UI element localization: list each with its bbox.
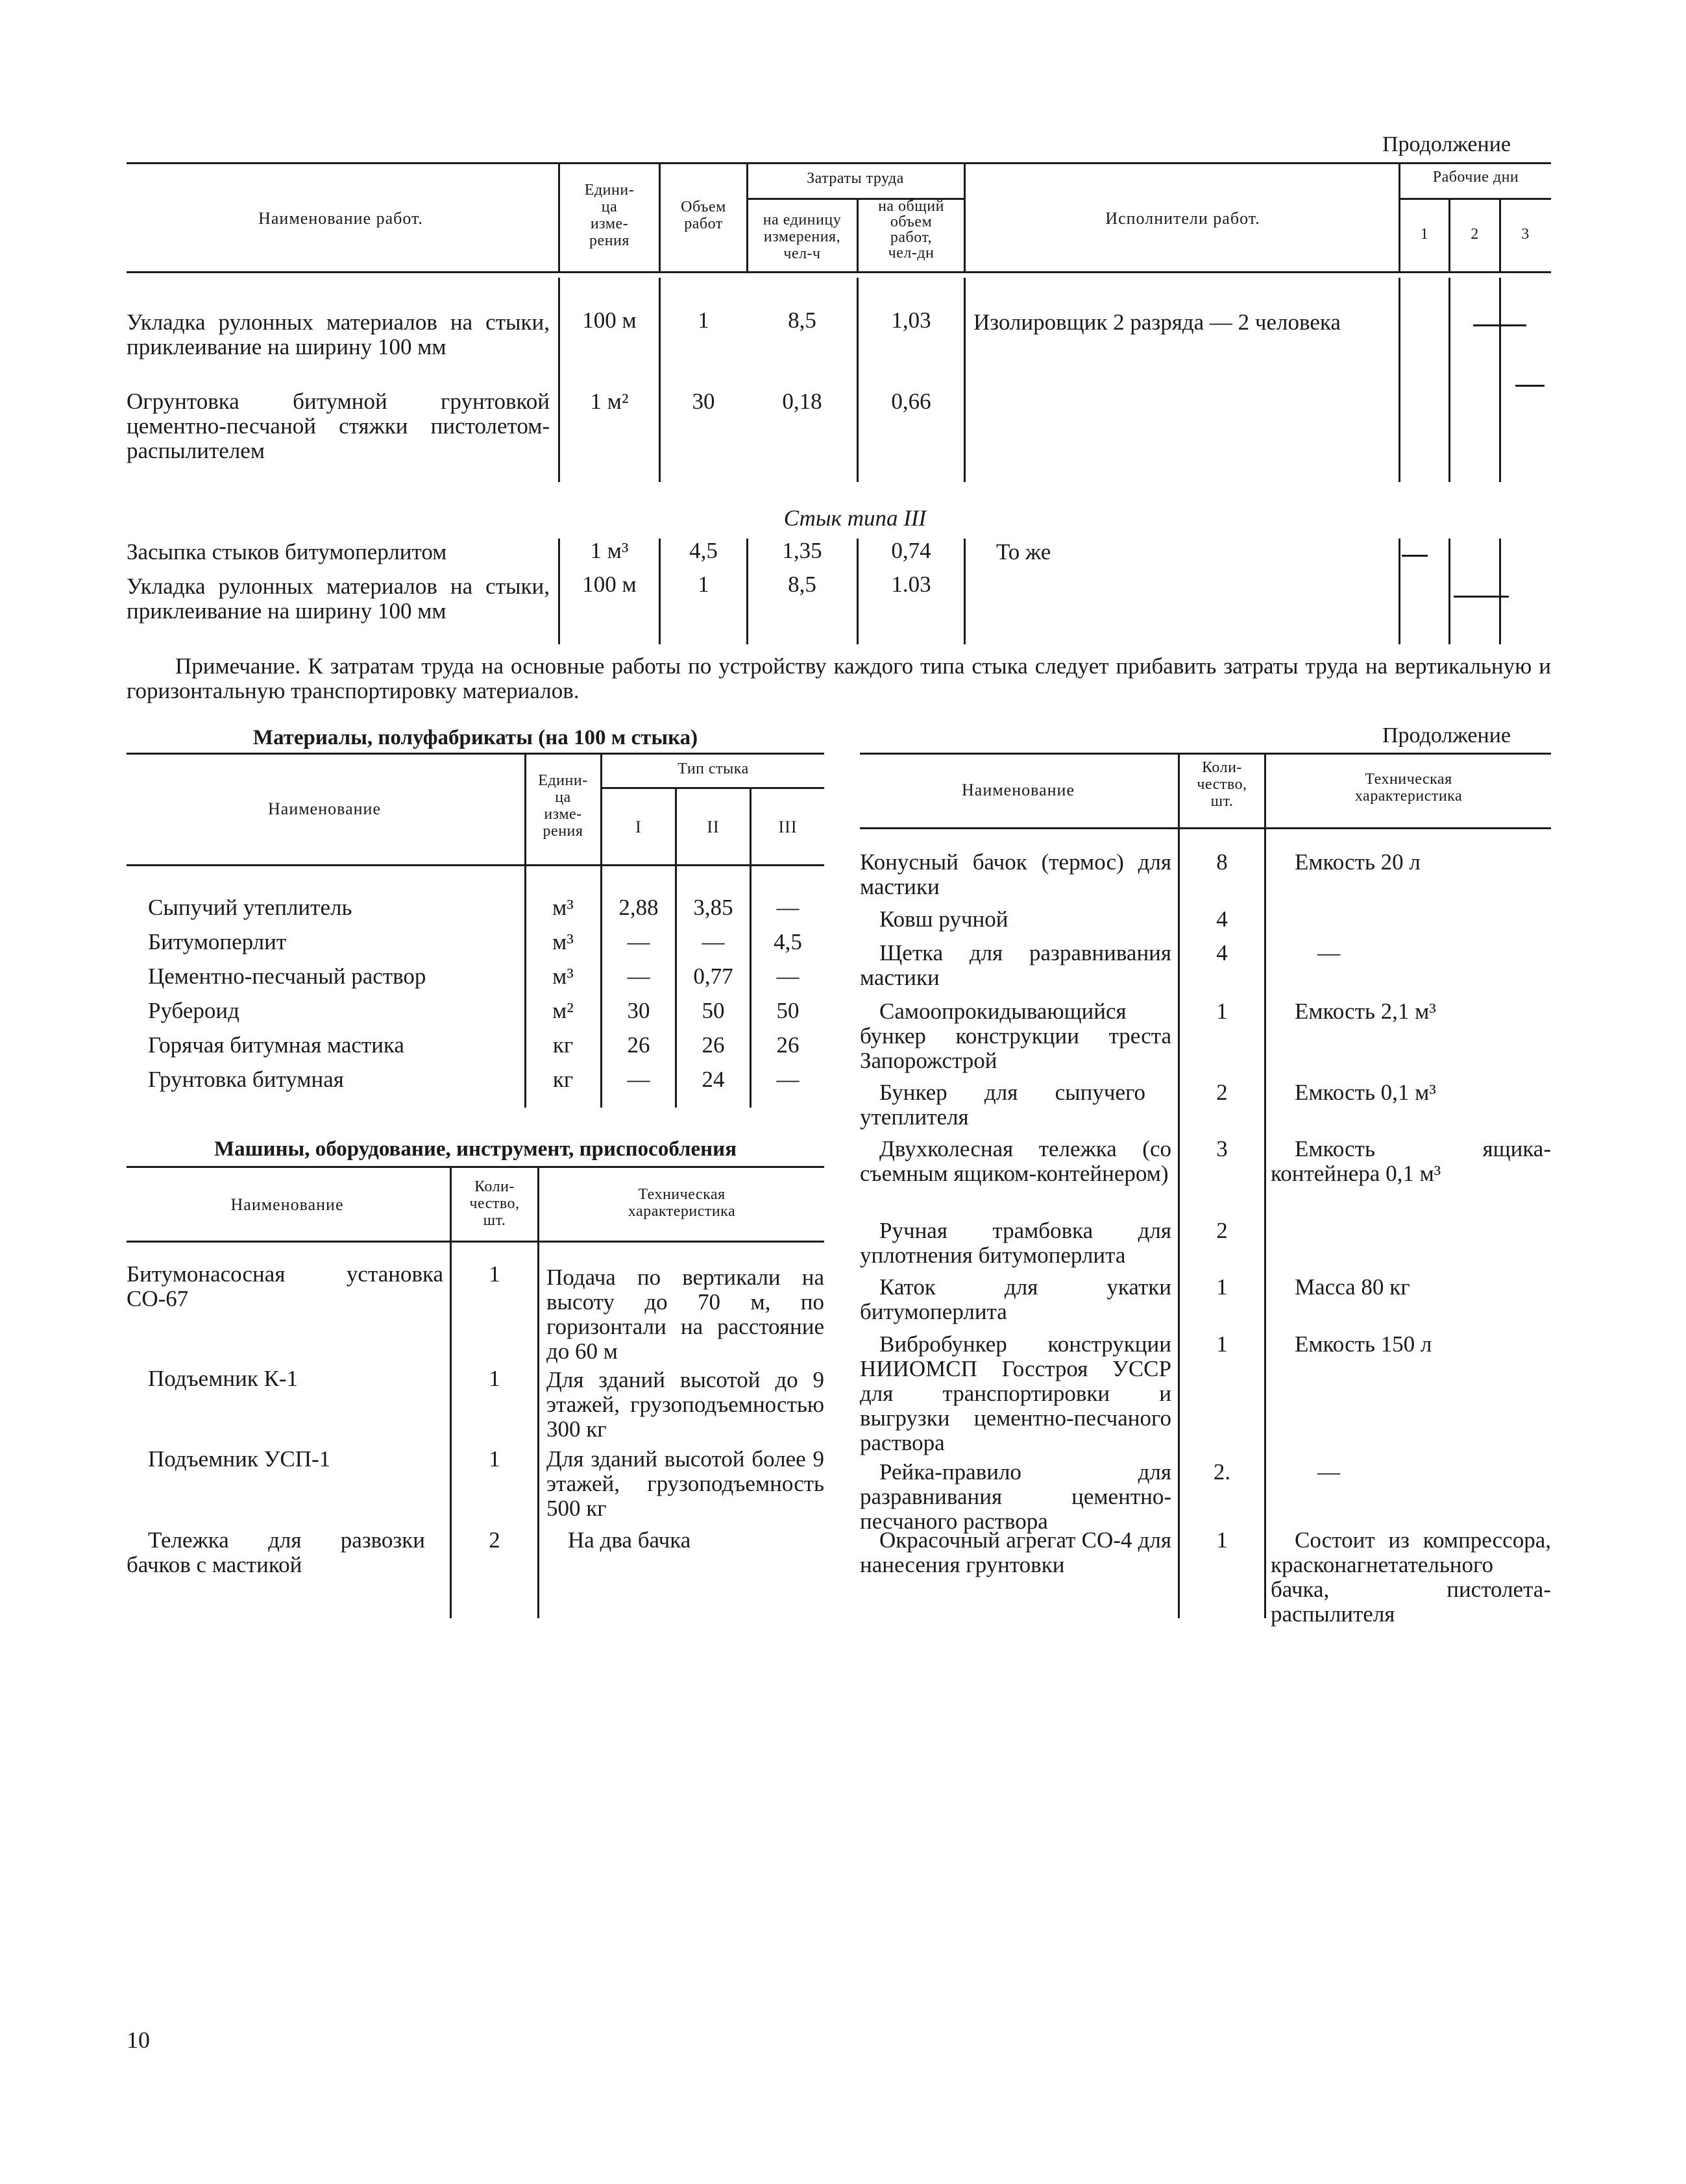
machine-spec: Для зданий высотой более 9 этажей, грузоподъемность 500 кг	[546, 1446, 824, 1521]
tool-name: Рейка-правило для разравнивания цементно-песчаного раствора	[860, 1459, 1171, 1534]
material-unit: кг	[552, 1067, 574, 1092]
materials-top-rule	[127, 753, 824, 755]
machine-name: Битумонасосная установка СО-67	[127, 1261, 443, 1311]
machines-header-qty: Коли- чество, шт.	[469, 1178, 520, 1229]
work-volume: 4,5	[689, 538, 718, 563]
main-body-divider	[558, 539, 560, 644]
right-table-header-bottom-rule	[860, 827, 1551, 829]
machine-qty: 1	[489, 1446, 500, 1472]
main-body-divider	[964, 539, 966, 644]
work-name: Укладка рулонных материалов на стыки, приклеивание на ширину 100 мм	[127, 309, 550, 359]
work-per-unit: 1,35	[782, 538, 822, 563]
workdays-header-divider	[1399, 198, 1551, 200]
material-unit: м³	[552, 895, 574, 920]
tool-qty: 4	[1216, 906, 1228, 932]
material-unit: кг	[552, 1032, 574, 1058]
tool-name: Каток для укатки битумоперлита	[860, 1274, 1171, 1324]
tool-qty: 3	[1216, 1136, 1228, 1161]
work-total: 1,03	[891, 308, 931, 333]
tool-spec: Емкость 2,1 м³	[1295, 999, 1436, 1024]
work-volume: 30	[692, 389, 715, 414]
main-body-divider	[558, 278, 560, 482]
continuation-label: Продолжение	[1382, 132, 1511, 156]
right-header-name: Наименование	[962, 781, 1075, 799]
tool-name: Самоопрокидывающийся бункер конструкции треста Запорожстрой	[860, 999, 1171, 1073]
header-volume: Объем работ	[681, 199, 726, 232]
tool-name: Ручная трамбовка для уплотнения битумоперлита	[860, 1218, 1171, 1268]
right-header-qty: Коли- чество, шт.	[1197, 759, 1247, 810]
right-col-divider	[1178, 754, 1180, 1618]
continuation-label: Продолжение	[1382, 723, 1511, 747]
work-per-unit: 8,5	[788, 572, 816, 597]
machines-col-divider	[537, 1167, 539, 1618]
material-type-2: 50	[702, 998, 725, 1023]
machine-qty: 1	[489, 1261, 500, 1287]
main-body-divider	[1499, 278, 1501, 482]
material-name: Горячая битумная мастика	[148, 1032, 404, 1058]
right-table-top-rule	[860, 753, 1551, 755]
machines-header-bottom-rule	[127, 1241, 824, 1243]
machines-title: Машины, оборудование, инструмент, приспособления	[214, 1137, 737, 1161]
materials-header-unit: Едини- ца изме- рения	[538, 772, 588, 840]
main-col-divider	[659, 164, 661, 273]
tool-spec: Емкость 150 л	[1295, 1331, 1432, 1357]
materials-header-type-1: I	[635, 818, 642, 836]
material-type-1: 26	[627, 1032, 650, 1058]
tool-qty: 2	[1216, 1080, 1228, 1105]
machine-spec: На два бачка	[568, 1527, 691, 1553]
machine-name: Тележка для развозки бачков с мастикой	[127, 1527, 425, 1577]
materials-header-type-3: III	[778, 818, 798, 836]
work-total: 1.03	[891, 572, 931, 597]
machine-qty: 2	[489, 1527, 500, 1553]
material-type-1: —	[627, 964, 650, 989]
materials-type-divider	[600, 787, 824, 789]
machines-header-spec: Техническая характеристика	[628, 1186, 736, 1220]
main-body-divider	[659, 539, 661, 644]
materials-header-type: Тип стыка	[678, 760, 749, 777]
tool-qty: 1	[1216, 1274, 1228, 1300]
material-type-3: —	[776, 895, 800, 920]
table-note: Примечание. К затратам труда на основные работы по устройству каждого типа стыка следует прибавить затраты труда на вертикальную и горизонтальную транспортировку материалов.	[127, 653, 1551, 703]
materials-title: Материалы, полуфабрикаты (на 100 м стыка)	[252, 726, 698, 749]
right-col-divider	[1264, 754, 1266, 1618]
main-table-top-rule	[127, 162, 1551, 164]
tool-qty: 2.	[1213, 1459, 1231, 1485]
header-day-3: 3	[1521, 226, 1530, 243]
material-type-2: 3,85	[693, 895, 733, 920]
work-volume: 1	[698, 572, 709, 597]
material-type-3: —	[776, 964, 800, 989]
work-unit: 1 м³	[590, 538, 629, 563]
workday-bar	[1515, 385, 1545, 387]
tool-name: Ковш ручной	[879, 906, 1008, 932]
workday-bar	[1402, 555, 1428, 557]
work-total: 0,66	[891, 389, 931, 414]
header-labor: Затраты труда	[807, 170, 904, 187]
material-name: Цементно-песчаный раствор	[148, 964, 426, 989]
main-body-divider	[1399, 278, 1400, 482]
work-total: 0,74	[891, 538, 931, 563]
tool-name: Вибробункер конструкции НИИОМСП Госстроя УССР для транспортировки и выгрузки цементно-песчаного раствора	[860, 1331, 1171, 1455]
main-body-divider	[964, 278, 966, 482]
work-executor: Изолировщик 2 разряда — 2 человека	[973, 309, 1341, 335]
machine-name: Подъемник К-1	[148, 1366, 299, 1391]
work-executor: То же	[996, 539, 1051, 564]
material-type-3: 50	[776, 998, 800, 1023]
materials-header-name: Наименование	[268, 799, 381, 818]
tool-spec: Состоит из компрессора, красконагнетательного бачка, пистолета-распылителя	[1271, 1527, 1551, 1627]
material-type-2: 0,77	[693, 964, 733, 989]
material-name: Сыпучий утеплитель	[148, 895, 352, 920]
main-body-divider	[1448, 539, 1450, 644]
machine-spec: Подача по вертикали на высоту до 70 м, по горизонтали на расстояние до 60 м	[546, 1265, 824, 1364]
material-unit: м³	[552, 929, 574, 954]
work-name: Огрунтовка битумной грунтовкой цементно-песчаной стяжки пистолетом-распылителем	[127, 389, 550, 463]
tool-qty: 4	[1216, 940, 1228, 965]
main-col-divider	[964, 164, 966, 273]
tool-spec: Емкость 20 л	[1295, 849, 1421, 875]
work-name: Укладка рулонных материалов на стыки, приклеивание на ширину 100 мм	[127, 574, 550, 624]
tool-spec: Емкость ящика-контейнера 0,1 м³	[1271, 1136, 1551, 1186]
header-workdays: Рабочие дни	[1432, 169, 1519, 186]
tool-spec: Масса 80 кг	[1295, 1274, 1410, 1300]
header-unit: Едини- ца изме- рения	[584, 182, 635, 249]
material-type-2: 24	[702, 1067, 725, 1092]
main-body-divider	[1499, 539, 1501, 644]
main-body-divider	[1448, 278, 1450, 482]
material-type-1: —	[627, 929, 650, 954]
tool-name: Щетка для разравнивания мастики	[860, 940, 1171, 990]
tool-qty: 2	[1216, 1218, 1228, 1243]
header-day-2: 2	[1471, 226, 1479, 243]
work-volume: 1	[698, 308, 709, 333]
material-type-2: 26	[702, 1032, 725, 1058]
materials-header-bottom-rule	[127, 864, 824, 866]
work-unit: 100 м	[582, 308, 637, 333]
machine-qty: 1	[489, 1366, 500, 1391]
material-type-1: 30	[627, 998, 650, 1023]
work-name: Засыпка стыков битумоперлитом	[127, 539, 447, 564]
tool-qty: 1	[1216, 1331, 1228, 1357]
header-day-1: 1	[1420, 226, 1429, 243]
machine-name: Подъемник УСП-1	[148, 1446, 331, 1472]
workday-bar	[1454, 596, 1509, 598]
right-header-spec: Техническая характеристика	[1354, 771, 1463, 805]
tool-name: Бункер для сыпучего утеплителя	[860, 1080, 1145, 1130]
page-number: 10	[127, 2027, 150, 2053]
main-body-divider	[659, 278, 661, 482]
work-per-unit: 8,5	[788, 308, 816, 333]
machines-top-rule	[127, 1166, 824, 1168]
material-unit: м³	[552, 964, 574, 989]
header-per-unit: на единицу измерения, чел-ч	[763, 212, 842, 262]
tool-qty: 1	[1216, 999, 1228, 1024]
tool-name: Конусный бачок (термос) для мастики	[860, 849, 1171, 899]
material-unit: м²	[552, 998, 574, 1023]
material-name: Рубероид	[148, 998, 239, 1023]
section-title: Стык типа III	[783, 505, 927, 531]
tool-spec: Емкость 0,1 м³	[1295, 1080, 1436, 1105]
main-table-header-bottom-rule	[127, 271, 1551, 273]
material-name: Грунтовка битумная	[148, 1067, 344, 1092]
material-name: Битумоперлит	[148, 929, 287, 954]
materials-header-type-2: II	[707, 818, 720, 836]
main-body-divider	[1399, 539, 1400, 644]
tool-name: Окрасочный агрегат СО-4 для нанесения грунтовки	[860, 1527, 1171, 1577]
main-col-divider	[558, 164, 560, 273]
workday-bar	[1473, 324, 1526, 326]
machine-spec: Для зданий высотой до 9 этажей, грузоподъемностью 300 кг	[546, 1367, 824, 1442]
material-type-2: —	[702, 929, 725, 954]
tool-qty: 1	[1216, 1527, 1228, 1553]
material-type-1: —	[627, 1067, 650, 1092]
work-unit: 1 м²	[590, 389, 629, 414]
header-total: на общий объем работ, чел-дн	[878, 198, 944, 261]
machines-header-name: Наименование	[230, 1195, 344, 1214]
tool-name: Двухколесная тележка (со съемным ящиком-контейнером)	[860, 1136, 1171, 1186]
tool-spec: —	[1317, 1459, 1340, 1485]
tool-qty: 8	[1216, 849, 1228, 875]
header-name: Наименование работ.	[258, 209, 423, 228]
tool-spec: —	[1317, 940, 1340, 965]
work-per-unit: 0,18	[782, 389, 822, 414]
work-unit: 100 м	[582, 572, 637, 597]
material-type-3: 4,5	[774, 929, 802, 954]
material-type-3: 26	[776, 1032, 800, 1058]
header-executors: Исполнители работ.	[1105, 209, 1260, 228]
material-type-1: 2,88	[618, 895, 659, 920]
material-type-3: —	[776, 1067, 800, 1092]
